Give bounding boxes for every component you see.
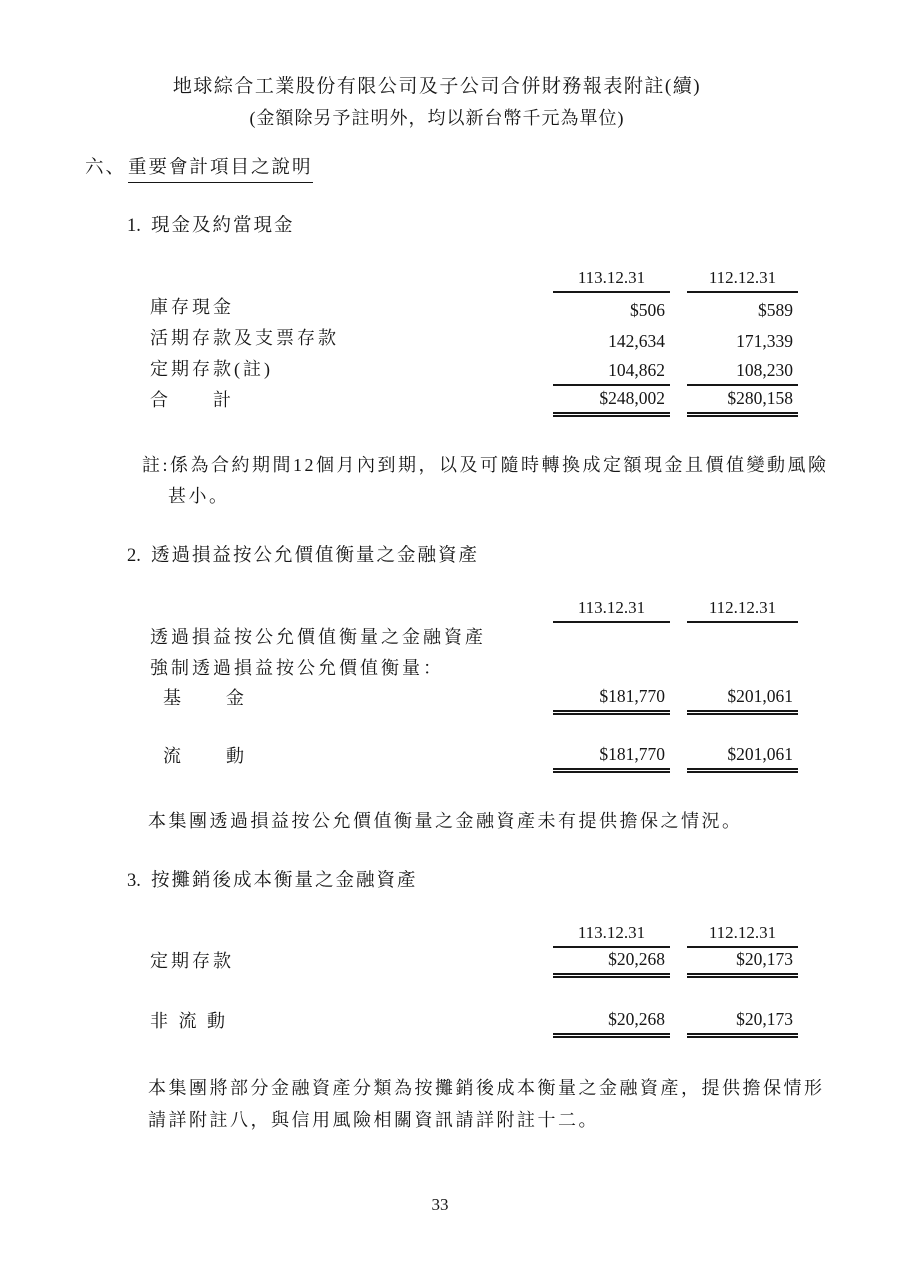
table-row (150, 743, 798, 773)
document-subtitle: (金額除另予註明外，均以新台幣千元為單位) (249, 108, 625, 128)
row-label: 流 動 (163, 746, 247, 766)
table-row (150, 1008, 798, 1038)
table-header-row (150, 918, 798, 948)
note-line: 註:係為合約期間12個月內到期，以及可隨時轉換成定額現金且價值變動風險 (142, 455, 829, 475)
item2-heading (127, 541, 479, 567)
row-value-112: 171,339 (736, 331, 793, 351)
row-value-112: $201,061 (687, 744, 798, 773)
note-line: 請詳附註八，與信用風險相關資訊請詳附註十二。 (148, 1110, 599, 1130)
item3-note (148, 1072, 878, 1136)
item2-title: 透過損益按公允價值衡量之金融資產 (151, 546, 480, 566)
row-value-112: $201,061 (687, 686, 798, 715)
total-value-112: $280,158 (687, 388, 798, 417)
cash-table (150, 260, 798, 417)
section-number: 六、 (85, 158, 127, 178)
row-value-113: $181,770 (553, 686, 670, 715)
table-total-row (150, 386, 798, 417)
item3-title: 按攤銷後成本衡量之金融資產 (151, 871, 418, 891)
row-value-112: 108,230 (687, 360, 798, 386)
item2-number: 2. (127, 546, 141, 566)
row-label: 定期存款(註) (150, 359, 273, 379)
section-heading (85, 153, 313, 179)
table-row (150, 324, 798, 355)
row-label: 庫存現金 (150, 297, 234, 317)
row-label: 活期存款及支票存款 (150, 328, 339, 348)
row-label: 合 計 (150, 390, 234, 410)
col-header-112: 112.12.31 (687, 923, 798, 948)
col-header-113: 113.12.31 (553, 923, 670, 948)
table-row (150, 685, 798, 715)
table-row (150, 948, 798, 978)
table-group-row (150, 654, 798, 685)
page-number: 33 (431, 1195, 449, 1214)
item1-heading (127, 211, 295, 237)
note-line: 本集團將部分金融資產分類為按攤銷後成本衡量之金融資產，提供擔保情形 (148, 1078, 825, 1098)
row-value-113: 104,862 (553, 360, 670, 386)
total-value-113: $248,002 (553, 388, 670, 417)
table-spacer (150, 715, 798, 743)
row-value-113: $20,268 (553, 1009, 670, 1038)
table-header-row (150, 593, 798, 623)
fvtpl-table (150, 593, 798, 773)
table-row (150, 355, 798, 386)
item3-heading (127, 866, 418, 892)
item1-note (142, 450, 862, 512)
group-label: 透過損益按公允價值衡量之金融資產 (150, 627, 486, 647)
row-value-113: $20,268 (553, 949, 670, 978)
row-value-113: $181,770 (553, 744, 670, 773)
row-value-112: $589 (758, 300, 793, 320)
document-title: 地球綜合工業股份有限公司及子公司合併財務報表附註(續) (172, 76, 702, 97)
table-header-row (150, 260, 798, 293)
amortized-cost-table (150, 918, 798, 1038)
table-group-row (150, 623, 798, 654)
group-label: 強制透過損益按公允價值衡量： (150, 658, 444, 678)
item1-title: 現金及約當現金 (151, 216, 295, 236)
row-label: 基 金 (163, 688, 247, 708)
item3-number: 3. (127, 871, 141, 891)
table-row (150, 293, 798, 324)
section-title: 重要會計項目之說明 (128, 158, 313, 183)
row-value-113: $506 (630, 300, 665, 320)
col-header-112: 112.12.31 (687, 268, 798, 293)
row-value-112: $20,173 (687, 949, 798, 978)
col-header-113: 113.12.31 (553, 268, 670, 293)
item1-number: 1. (127, 216, 141, 236)
note-line: 甚小。 (168, 486, 230, 506)
row-label: 非 流 動 (150, 1011, 228, 1031)
row-value-112: $20,173 (687, 1009, 798, 1038)
col-header-113: 113.12.31 (553, 598, 670, 623)
row-value-113: 142,634 (608, 331, 665, 351)
table-spacer (150, 978, 798, 1008)
row-label: 定期存款 (150, 951, 234, 971)
col-header-112: 112.12.31 (687, 598, 798, 623)
item2-note: 本集團透過損益按公允價值衡量之金融資產未有提供擔保之情況。 (148, 811, 743, 831)
